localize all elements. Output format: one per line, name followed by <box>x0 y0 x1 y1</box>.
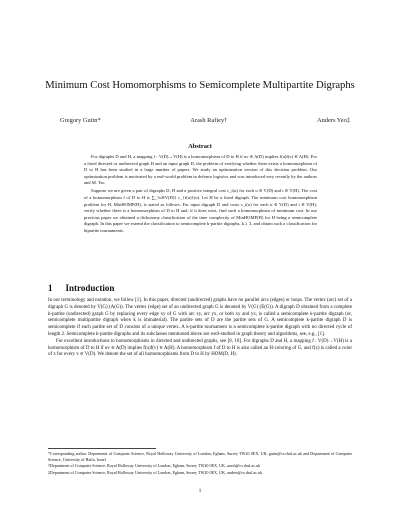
abstract <box>84 154 317 236</box>
section-title: Introduction <box>65 283 115 293</box>
footnote: †Department of Computer Science, Royal Holloway University of London, Egham, Surrey TW20 0EX, UK, arash@cs.rhul.ac.uk <box>48 463 261 469</box>
abstract-paragraph: Suppose we are given a pair of digraphs D, H and a positive integral cost c_i(u) for each u ∈ V(D) and i ∈ V(H). The cost of a homomorphism f of D to H is ∑_{u∈V(D)} c_{f(u)}(u). Let H be a fixed digraph. The minimum cost homomorphism problem for H, MinHOMP(H), is stated as follows: For input digraph D and costs c_i(u) for each u ∈ V(D) and i ∈ V(H), verify whether there is a homomorphism of D to H and, if it does exist, find such a homomorphism of minimum cost. In our previous paper we obtained a dichotomy classification of the time complexity of MinHOMP(H) for H being a semicomplete digraph. In this paper we extend the classification to semicomplete k-partite digraphs, k ≥ 3, and obtain such a classification for bipartite tournaments. <box>84 188 317 234</box>
body-paragraph: In our terminology and notation, we follow [1]. In this paper, directed (undirected) graphs have no parallel arcs (edges) or loops. The vertex (arc) set of a digraph G is denoted by V(G) (A(G)). The vertex (edge) set of an undirected graph G is denoted by V(G) (E(G)). A digraph D obtained from a complete k-partite (undirected) graph G by replacing every edge xy of G with arc xy, arc yx, or both xy and yx, is called a semicomplete k-partite digraph (or, semicomplete multipartite digraph when k is immaterial). The partite sets of D are the partite sets of G. A semicomplete k-partite digraph D is semicomplete if each partite set of D consists of a unique vertex. A k-partite tournament is a semicomplete k-partite digraph with no directed cycle of length 2. Semicomplete k-partite digraphs and its subclasses mentioned above are well-studied in graph theory and algorithms, see, e.g., [1]. <box>48 298 352 337</box>
footnote: ‡Department of Computer Science, Royal Holloway University of London, Egham, Surrey TW20 0EX, UK, anders@cs.rhul.ac.uk <box>48 469 263 475</box>
section-number: 1 <box>48 283 53 293</box>
author-2: Arash Rafiey† <box>190 117 228 124</box>
paper-title: Minimum Cost Homomorphisms to Semicomplete Multipartite Digraphs <box>45 80 355 91</box>
footnote: *Corresponding author. Department of Computer Science, Royal Holloway University of London, Egham, Surrey TW20 0EX, UK, gutin@cs.rhul.ac.uk and Department of Computer Science, University of Haifa, Israel <box>48 451 352 462</box>
body-paragraph: For excellent introductions to homomorphisms in directed and undirected graphs, see [8, 10]. For digraphs D and H, a mapping f : V(D)→V(H) is a homomorphism of D to H if uv ∈ A(D) implies f(u)f(v) ∈ A(H). A homomorphism f of D to H is also called an H-coloring of G, and f(x) is called a color of x for every x ∈ V(D). We denote the set of all homomorphisms from D to H by HOM(D, H). <box>48 338 352 358</box>
abstract-heading: Abstract <box>188 143 212 150</box>
abstract-paragraph: For digraphs D and H, a mapping f : V(D)→V(H) is a homomorphism of D to H if uv ∈ A(D) implies f(u)f(v) ∈ A(H). For a fixed directed or undirected graph H and an input graph D, the problem of verifying whether there exists a homomorphism of D to H has been studied in a large number of papers. We study an optimization version of this decision problem. Our optimization problem is motivated by a real-world problem in defence logistics and was introduced very recently by the authors and M. Tso. <box>84 154 317 186</box>
section-body <box>48 298 352 359</box>
author-1: Gregory Gutin* <box>60 117 101 124</box>
page-number: 1 <box>198 488 202 494</box>
footnotes <box>48 451 352 476</box>
section-heading <box>48 283 114 293</box>
author-3: Anders Yeo‡ <box>316 117 350 124</box>
footnote-rule <box>48 448 156 449</box>
author-list <box>60 117 350 124</box>
